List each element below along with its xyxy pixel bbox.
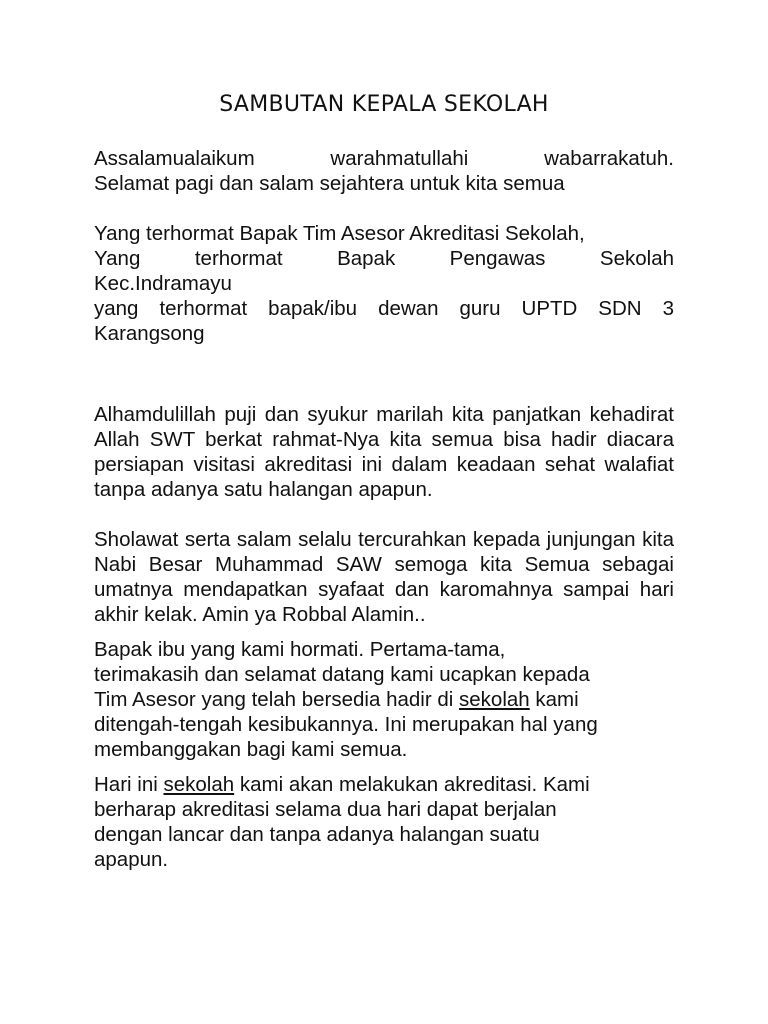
salutation-block bbox=[94, 221, 674, 346]
bapak-ibu-line-3-after: kami bbox=[529, 688, 579, 711]
salutation-line-4a: yang terhormat bapak/ibu dewan guru UPTD SDN 3 bbox=[94, 297, 674, 320]
bapak-ibu-line-2: terimakasih dan selamat datang kami ucapkan kepada bbox=[94, 663, 590, 686]
document-body bbox=[94, 146, 674, 872]
paragraph-sholawat: Sholawat serta salam selalu tercurahkan kepada junjungan kita Nabi Besar Muhammad SAW semoga kita Semua sebagai umatnya mendapatkan syafaat dan karomahnya sampai hari akhir kelak. Amin ya Robbal Alamin.. bbox=[94, 528, 674, 626]
bapak-ibu-line-5: membanggakan bagi kami semua. bbox=[94, 738, 408, 761]
greeting-block bbox=[94, 146, 674, 196]
bapak-ibu-line-4: ditengah-tengah kesibukannya. Ini merupakan hal yang bbox=[94, 713, 598, 736]
hari-ini-line-1-after: kami akan melakukan akreditasi. Kami bbox=[234, 773, 590, 796]
salutation-line-3: Kec.Indramayu bbox=[94, 272, 232, 295]
sekolah-link[interactable]: sekolah bbox=[459, 688, 530, 711]
hari-ini-line-1-before: Hari ini bbox=[94, 773, 164, 796]
paragraph-hari-ini bbox=[94, 772, 674, 872]
document-title: SAMBUTAN KEPALA SEKOLAH bbox=[219, 92, 549, 117]
hari-ini-line-2: berharap akreditasi selama dua hari dapat berjalan bbox=[94, 798, 557, 821]
paragraph-bapak-ibu bbox=[94, 637, 674, 762]
sekolah-link-2[interactable]: sekolah bbox=[163, 773, 235, 796]
hari-ini-line-4: apapun. bbox=[94, 848, 169, 871]
greeting-line-1: Assalamualaikum warahmatullahi wabarrakatuh. bbox=[94, 147, 674, 170]
hari-ini-line-3: dengan lancar dan tanpa adanya halangan suatu bbox=[94, 823, 540, 846]
bapak-ibu-line-3-before: Tim Asesor yang telah bersedia hadir di bbox=[94, 688, 460, 711]
salutation-line-1: Yang terhormat Bapak Tim Asesor Akreditasi Sekolah, bbox=[94, 222, 585, 245]
salutation-line-2: Yang terhormat Bapak Pengawas Sekolah bbox=[94, 247, 674, 270]
bapak-ibu-line-1: Bapak ibu yang kami hormati. Pertama-tama, bbox=[94, 638, 506, 661]
greeting-line-2: Selamat pagi dan salam sejahtera untuk kita semua bbox=[94, 172, 565, 195]
paragraph-alhamdulillah: Alhamdulillah puji dan syukur marilah kita panjatkan kehadirat Allah SWT berkat rahmat-Nya kita semua bisa hadir diacara persiapan visitasi akreditasi ini dalam keadaan sehat walafiat tanpa adanya satu halangan apapun. bbox=[94, 403, 674, 501]
salutation-line-4b: Karangsong bbox=[94, 322, 205, 345]
bapak-ibu-line-3 bbox=[94, 687, 674, 712]
hari-ini-line-1 bbox=[94, 772, 674, 797]
